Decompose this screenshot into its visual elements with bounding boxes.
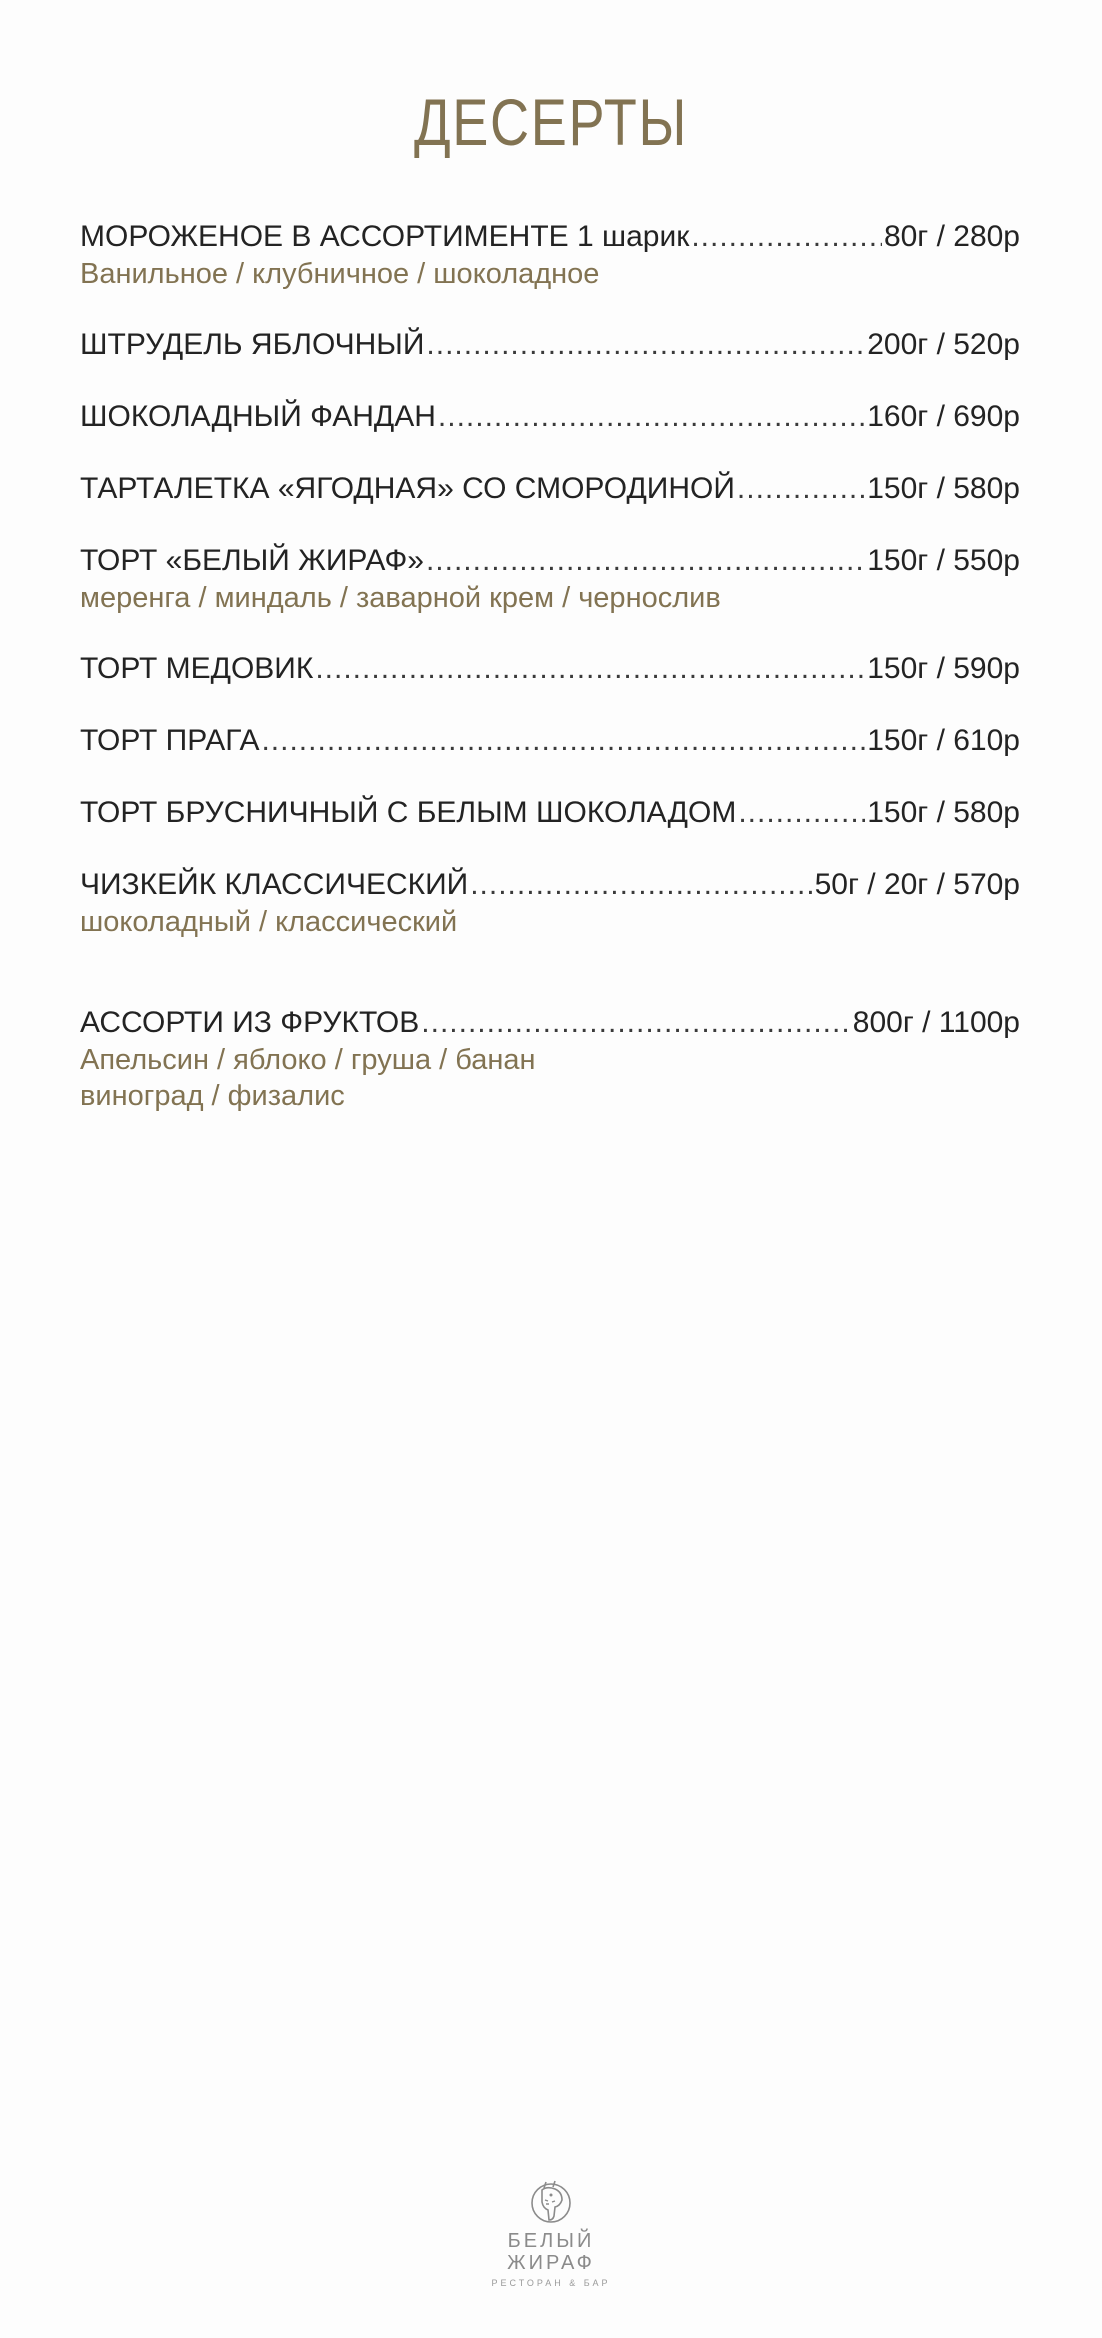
menu-item-row — [80, 650, 1020, 688]
menu-item — [80, 866, 1020, 940]
logo-subtitle: РЕСТОРАН & БАР — [491, 2278, 611, 2288]
menu-item-name: ШТРУДЕЛЬ ЯБЛОЧНЫЙ — [80, 328, 425, 361]
menu-item-price: 50г / 20г / 570р — [814, 868, 1020, 901]
dot-leader — [738, 794, 865, 832]
menu-item-row — [80, 722, 1020, 760]
menu-item — [80, 398, 1020, 436]
menu-item-row — [80, 1004, 1020, 1042]
menu-item — [80, 794, 1020, 832]
menu-item-name: ТОРТ ПРАГА — [80, 724, 260, 757]
dot-leader — [315, 650, 865, 688]
menu-item-name: АССОРТИ ИЗ ФРУКТОВ — [80, 1006, 420, 1039]
menu-item-name: ТОРТ МЕДОВИК — [80, 652, 314, 685]
menu-item-name: ЧИЗКЕЙК КЛАССИЧЕСКИЙ — [80, 868, 469, 901]
menu-item-name: ТАРТАЛЕТКА «ЯГОДНАЯ» СО СМОРОДИНОЙ — [80, 472, 735, 505]
menu-item-price: 150г / 580р — [867, 472, 1020, 505]
menu-item-price: 150г / 590р — [867, 652, 1020, 685]
giraffe-logo-icon — [529, 2180, 573, 2226]
dot-leader — [691, 218, 882, 256]
menu-item-price: 150г / 610р — [867, 724, 1020, 757]
menu-item — [80, 542, 1020, 616]
restaurant-logo — [0, 2180, 1102, 2288]
dot-leader — [426, 542, 865, 580]
menu-item-description: виноград / физалис — [80, 1080, 345, 1112]
menu-item-name: МОРОЖЕНОЕ В АССОРТИМЕНТЕ 1 шарик — [80, 220, 690, 253]
menu-item-description: Апельсин / яблоко / груша / банан — [80, 1044, 536, 1076]
menu-list — [80, 218, 1020, 1148]
menu-item-description: меренга / миндаль / заварной крем / чернослив — [80, 582, 721, 614]
menu-item-name: ШОКОЛАДНЫЙ ФАНДАН — [80, 400, 436, 433]
menu-item — [80, 1004, 1020, 1114]
menu-item-row — [80, 326, 1020, 364]
menu-item-name: ТОРТ БРУСНИЧНЫЙ С БЕЛЫМ ШОКОЛАДОМ — [80, 796, 737, 829]
dot-leader — [470, 866, 812, 904]
menu-item-description: Ванильное / клубничное / шоколадное — [80, 258, 600, 290]
menu-item-price: 150г / 550р — [867, 544, 1020, 577]
menu-item-description: шоколадный / классический — [80, 906, 458, 938]
page-title: ДЕСЕРТЫ — [413, 85, 689, 159]
menu-item — [80, 326, 1020, 364]
menu-item-row — [80, 866, 1020, 904]
menu-item-row — [80, 542, 1020, 580]
menu-item-name: ТОРТ «БЕЛЫЙ ЖИРАФ» — [80, 544, 424, 577]
dot-leader — [438, 398, 865, 436]
menu-item-row — [80, 470, 1020, 508]
menu-item-row — [80, 794, 1020, 832]
menu-item — [80, 470, 1020, 508]
menu-item-price: 160г / 690р — [867, 400, 1020, 433]
menu-item — [80, 650, 1020, 688]
menu-item-row — [80, 218, 1020, 256]
menu-item-price: 150г / 580р — [867, 796, 1020, 829]
dot-leader — [421, 1004, 851, 1042]
dot-leader — [261, 722, 865, 760]
menu-item-price: 200г / 520р — [867, 328, 1020, 361]
menu-item-price: 800г / 1100р — [852, 1006, 1020, 1039]
dot-leader — [737, 470, 865, 508]
menu-item-price: 80г / 280р — [883, 220, 1020, 253]
menu-item — [80, 722, 1020, 760]
dot-leader — [426, 326, 865, 364]
logo-text-line2: ЖИРАФ — [507, 2252, 595, 2274]
menu-item-row — [80, 398, 1020, 436]
logo-text-line1: БЕЛЫЙ — [507, 2230, 595, 2252]
menu-item — [80, 218, 1020, 292]
